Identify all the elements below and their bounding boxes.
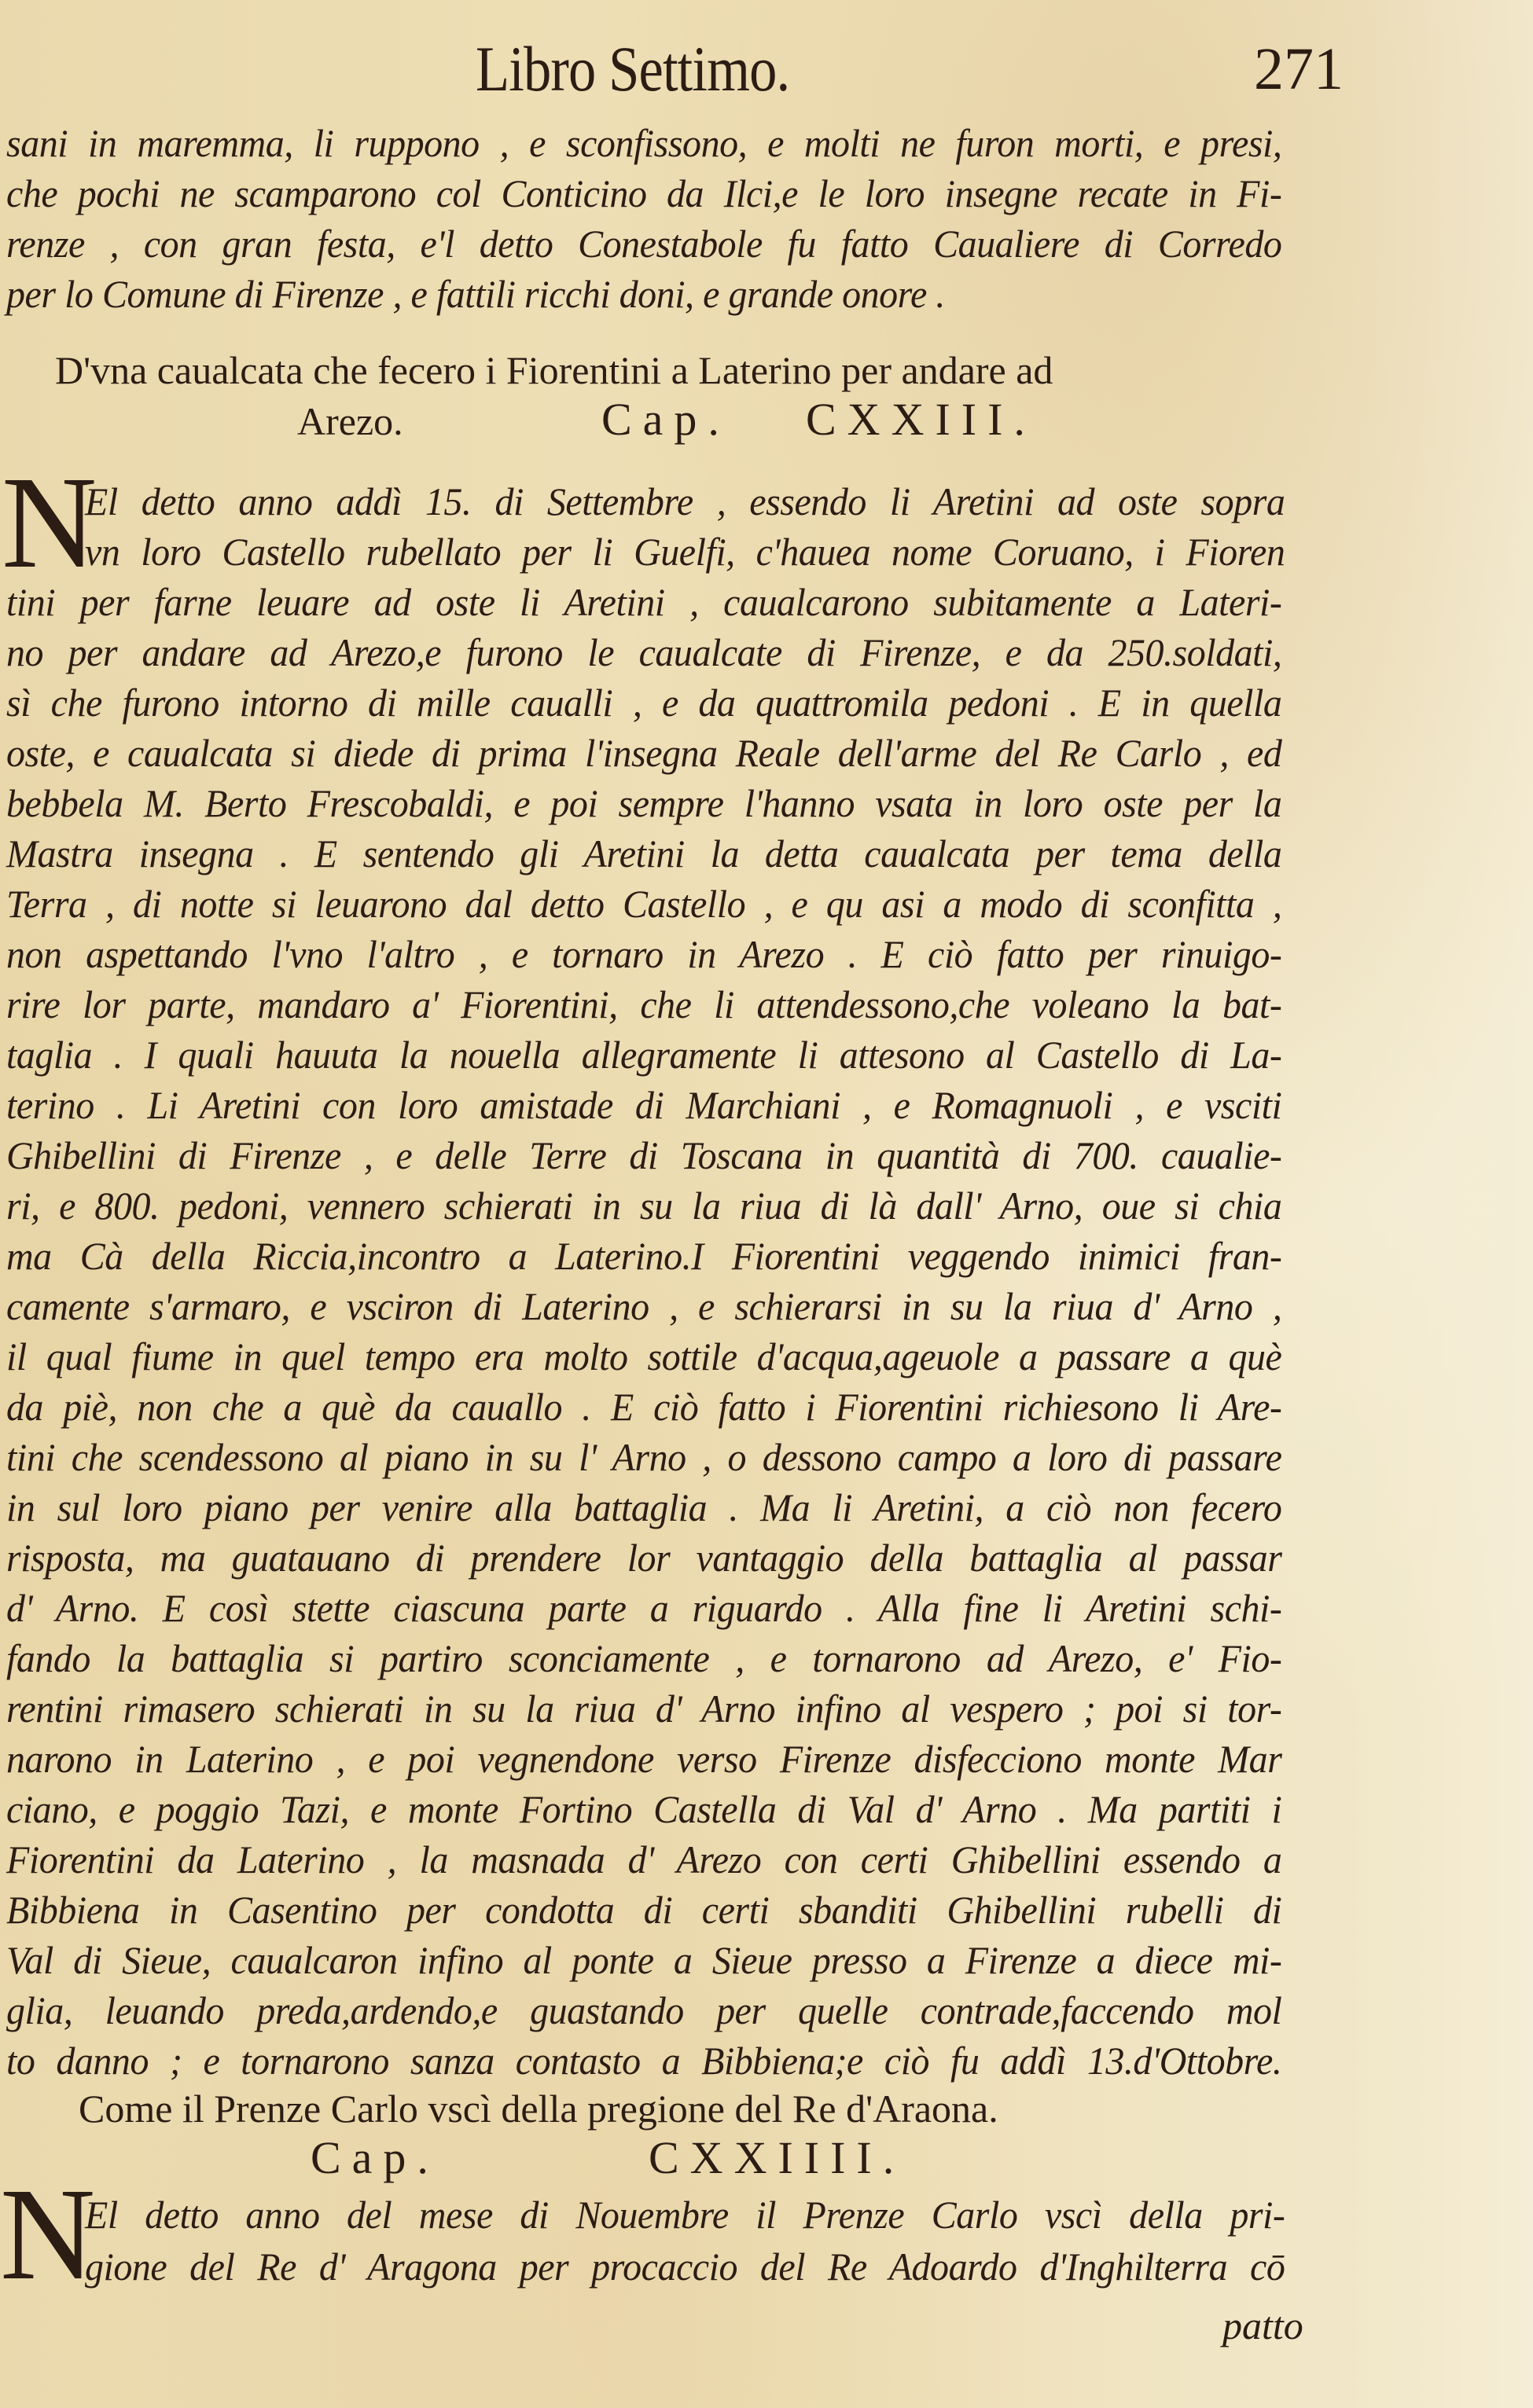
text-line: oste, e caualcata si diede di prima l'insegna Reale dell'arme del Re Carlo , ed	[6, 731, 1282, 775]
text-line: tini per farne leuare ad oste li Aretini , caualcarono subitamente a Lateri-	[6, 580, 1282, 624]
text-line: da piè, non che a què da cauallo . E ciò fatto i Fiorentini richiesono li Are-	[6, 1385, 1282, 1429]
chapter-label: Cap.	[311, 2132, 439, 2183]
text-line: tini che scendessono al piano in su l' Arno , o dessono campo a loro di passare	[6, 1435, 1282, 1479]
text-line: El detto anno del mese di Nouembre il Prenze Carlo vscì della pri-	[85, 2193, 1285, 2237]
text-line: ma Cà della Riccia,incontro a Laterino.I Fiorentini veggendo inimici fran-	[6, 1234, 1282, 1278]
text-line: taglia . I quali hauuta la nouella allegramente li attesono al Castello di La-	[6, 1033, 1282, 1077]
text-line: vn loro Castello rubellato per li Guelfi, c'hauea nome Coruano, i Fioren	[85, 530, 1285, 574]
text-line: bebbela M. Berto Frescobaldi, e poi sempre l'hanno vsata in loro oste per la	[6, 781, 1282, 825]
text-line: glia, leuando preda,ardendo,e guastando per quelle contrade,faccendo mol	[6, 1988, 1282, 2032]
text-line: risposta, ma guatauano di prendere lor vantaggio della battaglia al passar	[6, 1536, 1282, 1580]
text-line: fando la battaglia si partiro sconciamente , e tornarono ad Arezo, e' Fio-	[6, 1636, 1282, 1680]
text-line: no per andare ad Arezo,e furono le caualcate di Firenze, e da 250.soldati,	[6, 630, 1282, 674]
text-line: non aspettando l'vno l'altro , e tornaro in Arezo . E ciò fatto per rinuigo-	[6, 932, 1282, 976]
text-line: ciano, e poggio Tazi, e monte Fortino Castella di Val d' Arno . Ma partiti i	[6, 1787, 1282, 1831]
chapter-title: D'vna caualcata che fecero i Fiorentini a Laterino per andare ad	[55, 348, 1053, 392]
text-line: Val di Sieue, caualcaron infino al ponte a Sieue presso a Firenze a diece mi-	[6, 1938, 1282, 1982]
text-line: Ghibellini di Firenze , e delle Terre di Toscana in quantità di 700. caualie-	[6, 1133, 1282, 1177]
chapter-number: CXXIII.	[806, 394, 1036, 445]
text-line: El detto anno addì 15. di Settembre , essendo li Aretini ad oste sopra	[85, 479, 1285, 523]
catchword: patto	[1222, 2303, 1303, 2347]
text-line: Fiorentini da Laterino , la masnada d' Arezo con certi Ghibellini essendo a	[6, 1837, 1282, 1881]
drop-cap: N	[2, 450, 97, 596]
text-line: Terra , di notte si leuarono dal detto Castello , e qu asi a modo di sconfitta ,	[6, 882, 1282, 926]
text-line: d' Arno. E così stette ciascuna parte a riguardo . Alla fine li Aretini schi-	[6, 1586, 1282, 1630]
text-line: gione del Re d' Aragona per procaccio del Re Adoardo d'Inghilterra cō	[85, 2245, 1285, 2289]
running-title: Libro Settimo.	[476, 33, 790, 105]
text-line: renze , con gran festa, e'l detto Conestabole fu fatto Caualiere di Corredo	[6, 222, 1282, 266]
text-line: sani in maremma, li ruppono , e sconfissono, e molti ne furon morti, e presi,	[6, 121, 1282, 165]
text-line: che pochi ne scamparono col Conticino da Ilci,e le loro insegne recate in Fi-	[6, 171, 1282, 215]
text-line: camente s'armaro, e vsciron di Laterino , e schierarsi in su la riua d' Arno ,	[6, 1284, 1282, 1328]
text-line: il qual fiume in quel tempo era molto sottile d'acqua,ageuole a passare a què	[6, 1334, 1282, 1378]
chapter-number: CXXIIII.	[649, 2132, 906, 2183]
running-head	[0, 30, 1533, 108]
text-line: per lo Comune di Firenze , e fattili ricchi doni, e grande onore .	[6, 272, 945, 316]
text-line: narono in Laterino , e poi vegnendone verso Firenze disfecciono monte Mar	[6, 1737, 1282, 1781]
text-line: in sul loro piano per venire alla battaglia . Ma li Aretini, a ciò non fecero	[6, 1485, 1282, 1529]
text-line: terino . Li Aretini con loro amistade di Marchiani , e Romagnuoli , e vsciti	[6, 1083, 1282, 1127]
chapter-title: Come il Prenze Carlo vscì della pregione del Re d'Araona.	[79, 2087, 998, 2131]
text-line: ri, e 800. pedoni, vennero schierati in su la riua di là dall' Arno, oue si chia	[6, 1184, 1282, 1228]
drop-cap: N	[0, 2161, 96, 2307]
chapter-label: Cap.	[601, 394, 730, 445]
text-line: sì che furono intorno di mille caualli , e da quattromila pedoni . E in quella	[6, 681, 1282, 725]
chapter-title-continued: Arezo.	[297, 399, 403, 443]
text-line: Bibbiena in Casentino per condotta di certi sbanditi Ghibellini rubelli di	[6, 1888, 1282, 1932]
text-line: to danno ; e tornarono sanza contasto a Bibbiena;e ciò fu addì 13.d'Ottobre.	[6, 2039, 1282, 2083]
text-line: Mastra insegna . E sentendo gli Aretini la detta caualcata per tema della	[6, 831, 1282, 875]
text-line: rentini rimasero schierati in su la riua d' Arno infino al vespero ; poi si tor-	[6, 1687, 1282, 1731]
page-number: 271	[1254, 36, 1344, 102]
text-line: rire lor parte, mandaro a' Fiorentini, che li attendessono,che voleano la bat-	[6, 982, 1282, 1026]
